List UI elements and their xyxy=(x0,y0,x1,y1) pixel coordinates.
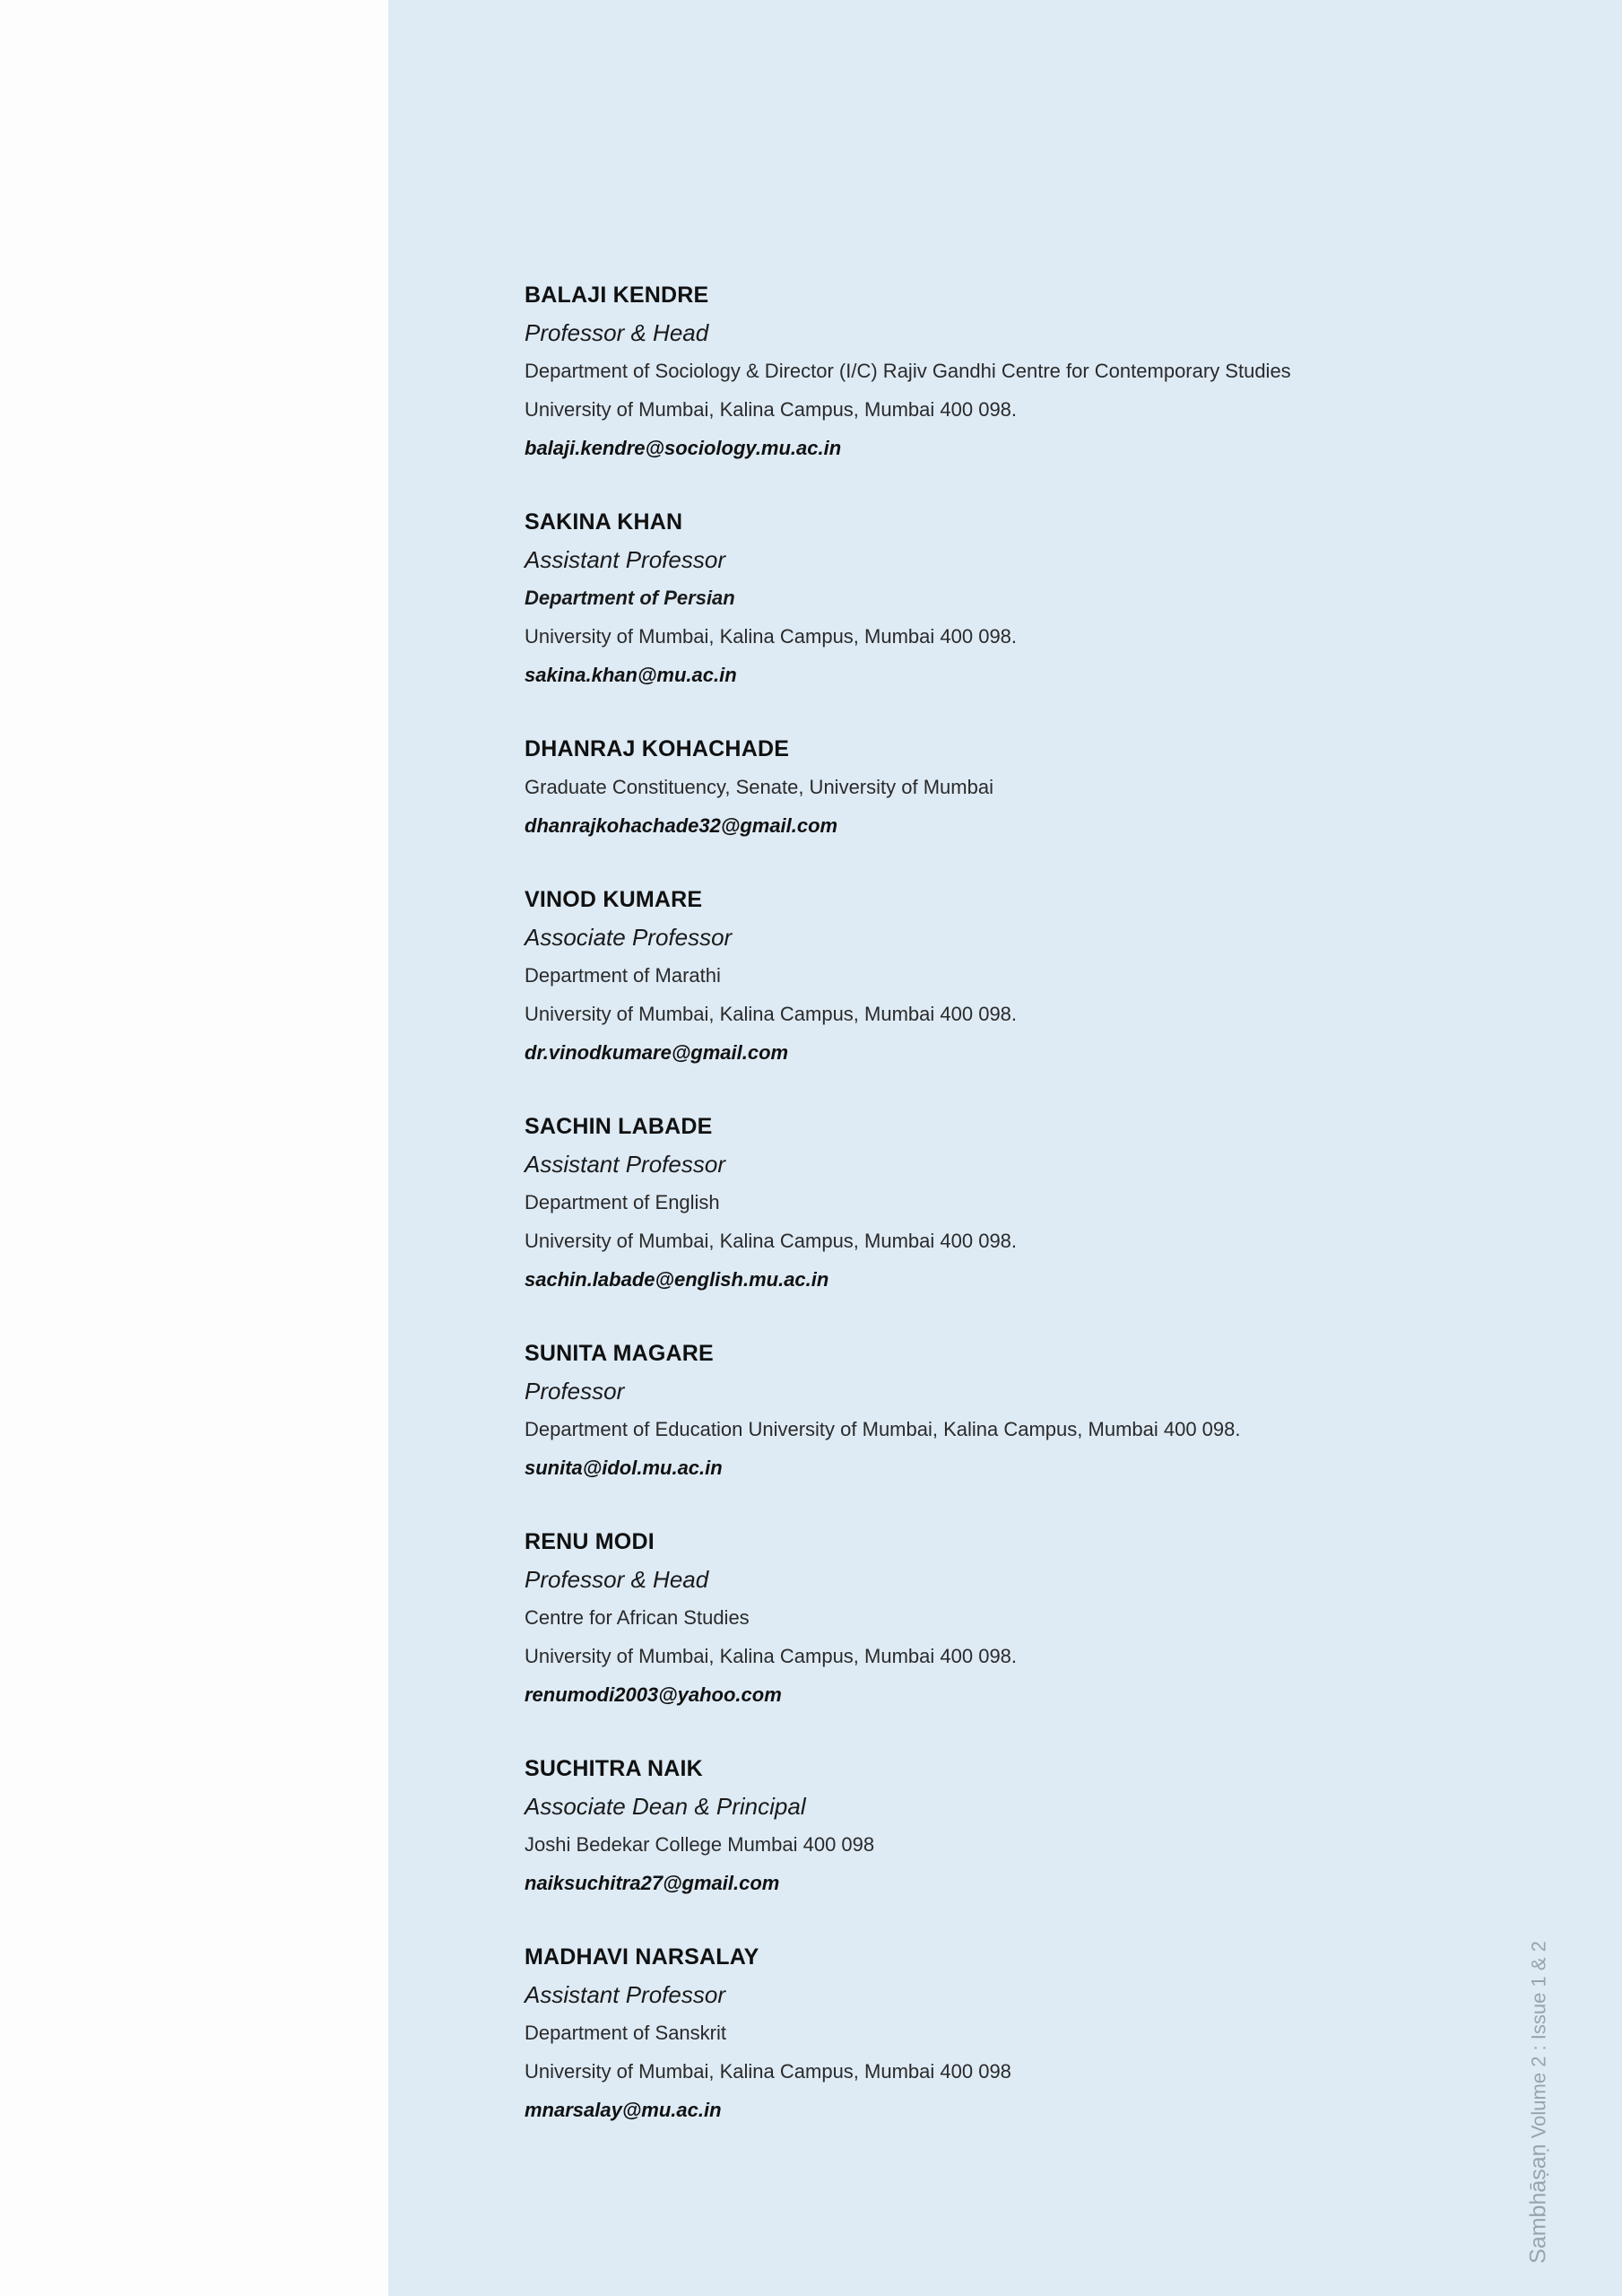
contributor-email[interactable]: sakina.khan@mu.ac.in xyxy=(525,664,737,686)
contributor-name: SUNITA MAGARE xyxy=(525,1341,714,1366)
contributor-entry xyxy=(525,881,1421,1072)
page-left-margin xyxy=(0,0,388,2296)
contributor-department: Department of Sanskrit xyxy=(525,2022,726,2044)
contributor-entry xyxy=(525,1750,1421,1902)
contributor-role: Assistant Professor xyxy=(525,1981,725,2008)
contributor-entry xyxy=(525,1108,1421,1299)
contributor-role: Professor xyxy=(525,1378,625,1405)
contributor-email[interactable]: renumodi2003@yahoo.com xyxy=(525,1683,782,1706)
contributor-department: Department of Persian xyxy=(525,587,735,609)
contributor-role: Professor & Head xyxy=(525,1566,709,1593)
contributor-role: Professor & Head xyxy=(525,319,709,346)
contributor-department: Joshi Bedekar College Mumbai 400 098 xyxy=(525,1833,875,1856)
journal-title: Sambhāṣaṇ xyxy=(1525,2144,1551,2264)
contributor-address: University of Mumbai, Kalina Campus, Mumbai 400 098. xyxy=(525,1645,1018,1667)
contributor-role: Assistant Professor xyxy=(525,546,725,573)
contributor-email[interactable]: sunita@idol.mu.ac.in xyxy=(525,1457,723,1479)
contributor-department: Graduate Constituency, Senate, University of Mumbai xyxy=(525,776,993,798)
contributor-entry xyxy=(525,1938,1421,2129)
contributor-name: MADHAVI NARSALAY xyxy=(525,1944,759,1970)
contributor-department: Centre for African Studies xyxy=(525,1606,750,1629)
contributor-email[interactable]: sachin.labade@english.mu.ac.in xyxy=(525,1268,829,1291)
contributor-entry xyxy=(525,1523,1421,1714)
contributor-name: RENU MODI xyxy=(525,1529,655,1554)
contributor-role: Associate Professor xyxy=(525,924,733,951)
contributor-role: Assistant Professor xyxy=(525,1151,725,1178)
contributor-department: Department of Education University of Mumbai, Kalina Campus, Mumbai 400 098. xyxy=(525,1418,1241,1440)
contributor-address: University of Mumbai, Kalina Campus, Mumbai 400 098. xyxy=(525,1003,1018,1025)
contributor-list xyxy=(525,276,1421,2165)
contributor-email[interactable]: dhanrajkohachade32@gmail.com xyxy=(525,814,838,837)
contributor-entry xyxy=(525,503,1421,694)
journal-footer xyxy=(1526,1941,1552,2264)
contributor-name: SAKINA KHAN xyxy=(525,509,683,535)
contributor-address: University of Mumbai, Kalina Campus, Mumbai 400 098 xyxy=(525,2060,1011,2083)
contributor-address: University of Mumbai, Kalina Campus, Mumbai 400 098. xyxy=(525,398,1018,421)
contributor-department: Department of Marathi xyxy=(525,964,721,987)
journal-issue: Volume 2 : Issue 1 & 2 xyxy=(1527,1941,1550,2139)
contributor-email[interactable]: mnarsalay@mu.ac.in xyxy=(525,2099,722,2121)
contributor-name: SACHIN LABADE xyxy=(525,1114,713,1139)
contributor-name: VINOD KUMARE xyxy=(525,887,703,912)
contributor-email[interactable]: naiksuchitra27@gmail.com xyxy=(525,1872,780,1894)
contributor-address: University of Mumbai, Kalina Campus, Mumbai 400 098. xyxy=(525,1230,1018,1252)
contributor-address: University of Mumbai, Kalina Campus, Mumbai 400 098. xyxy=(525,625,1018,648)
contributor-department: Department of English xyxy=(525,1191,720,1213)
contributor-name: DHANRAJ KOHACHADE xyxy=(525,736,790,761)
contributor-name: SUCHITRA NAIK xyxy=(525,1756,703,1781)
contributor-role: Associate Dean & Principal xyxy=(525,1793,806,1820)
contributor-department: Department of Sociology & Director (I/C) Rajiv Gandhi Centre for Contemporary Studies xyxy=(525,360,1291,382)
contributor-entry xyxy=(525,730,1421,845)
contributor-entry xyxy=(525,1335,1421,1487)
contributor-email[interactable]: balaji.kendre@sociology.mu.ac.in xyxy=(525,437,842,459)
contributor-entry xyxy=(525,276,1421,467)
contributor-name: BALAJI KENDRE xyxy=(525,283,709,308)
contributor-email[interactable]: dr.vinodkumare@gmail.com xyxy=(525,1041,789,1064)
